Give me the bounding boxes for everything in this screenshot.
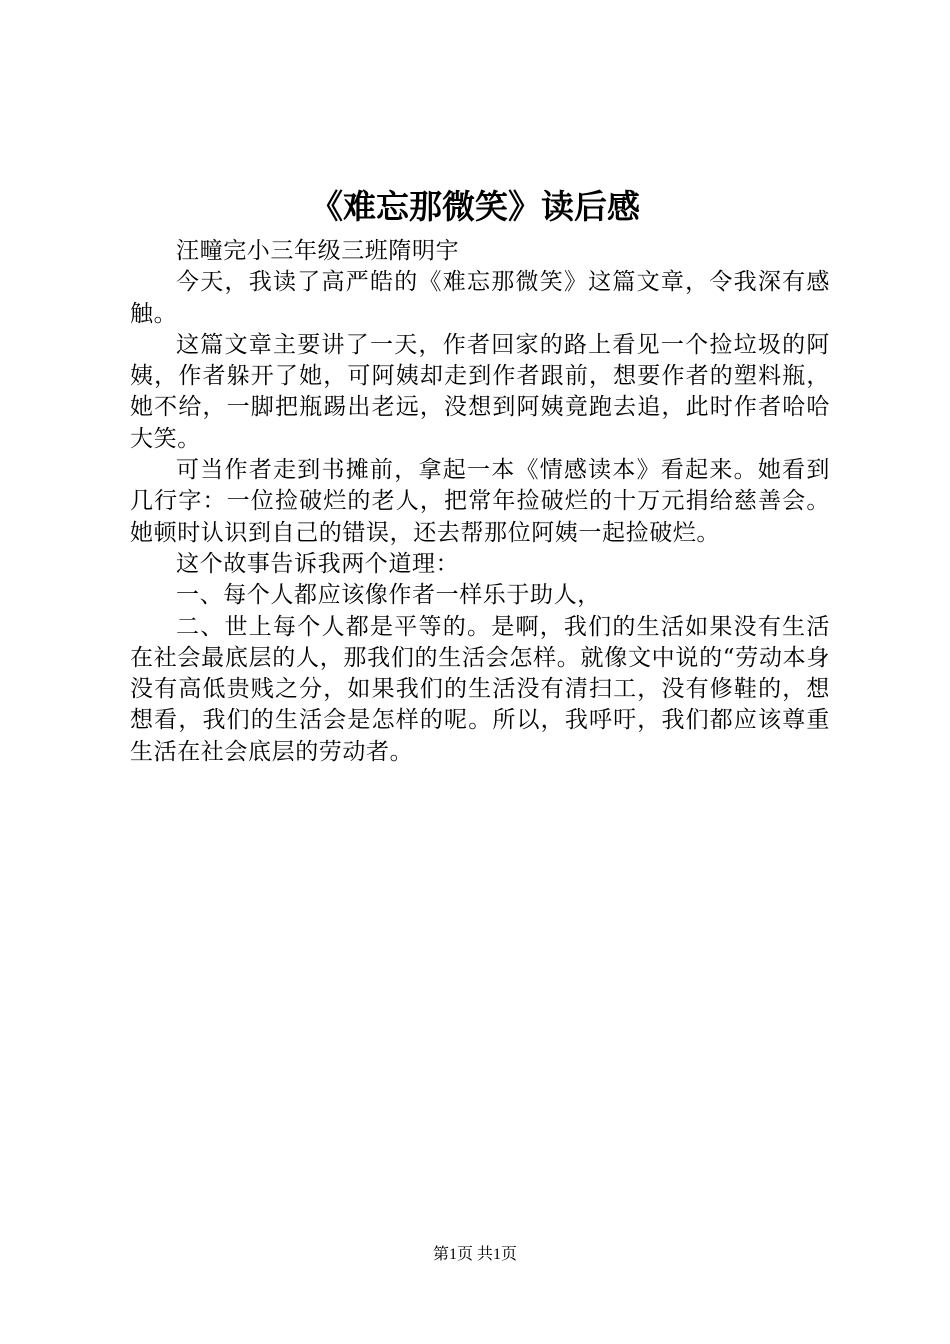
paragraph-lesson-two: 二、世上每个人都是平等的。是啊，我们的生活如果没有生活在社会最底层的人，那我们的生活会怎样。就像文中说的“劳动本身没有高低贵贱之分，如果我们的生活没有清扫工，没有修鞋的，想想看，我们的生活会是怎样的呢。所以，我呼吁，我们都应该尊重生活在社会底层的劳动者。 bbox=[130, 613, 830, 765]
document-body bbox=[130, 236, 830, 768]
author-line: 汪疃完小三年级三班隋明宇 bbox=[176, 238, 460, 264]
paragraph-lesson-one: 一、每个人都应该像作者一样乐于助人， bbox=[176, 582, 601, 609]
paragraph-intro: 今天，我读了高严皓的《难忘那微笑》这篇文章，令我深有感触。 bbox=[130, 269, 830, 327]
paragraph-turning-point: 可当作者走到书摊前，拿起一本《情感读本》看起来。她看到几行字：一位捡破烂的老人，把常年捡破烂的十万元捐给慈善会。她顿时认识到自己的错误，还去帮那位阿姨一起捡破烂。 bbox=[130, 457, 830, 546]
page-title: 《难忘那微笑》读后感 bbox=[310, 187, 640, 226]
paragraph-lessons-intro: 这个故事告诉我两个道理： bbox=[176, 550, 460, 577]
paragraph-summary: 这篇文章主要讲了一天，作者回家的路上看见一个捡垃圾的阿姨，作者躲开了她，可阿姨却走到作者跟前，想要作者的塑料瓶，她不给，一脚把瓶踢出老远，没想到阿姨竟跑去追，此时作者哈哈大笑。 bbox=[130, 331, 830, 452]
page-number-footer: 第1页 共1页 bbox=[432, 1246, 517, 1263]
